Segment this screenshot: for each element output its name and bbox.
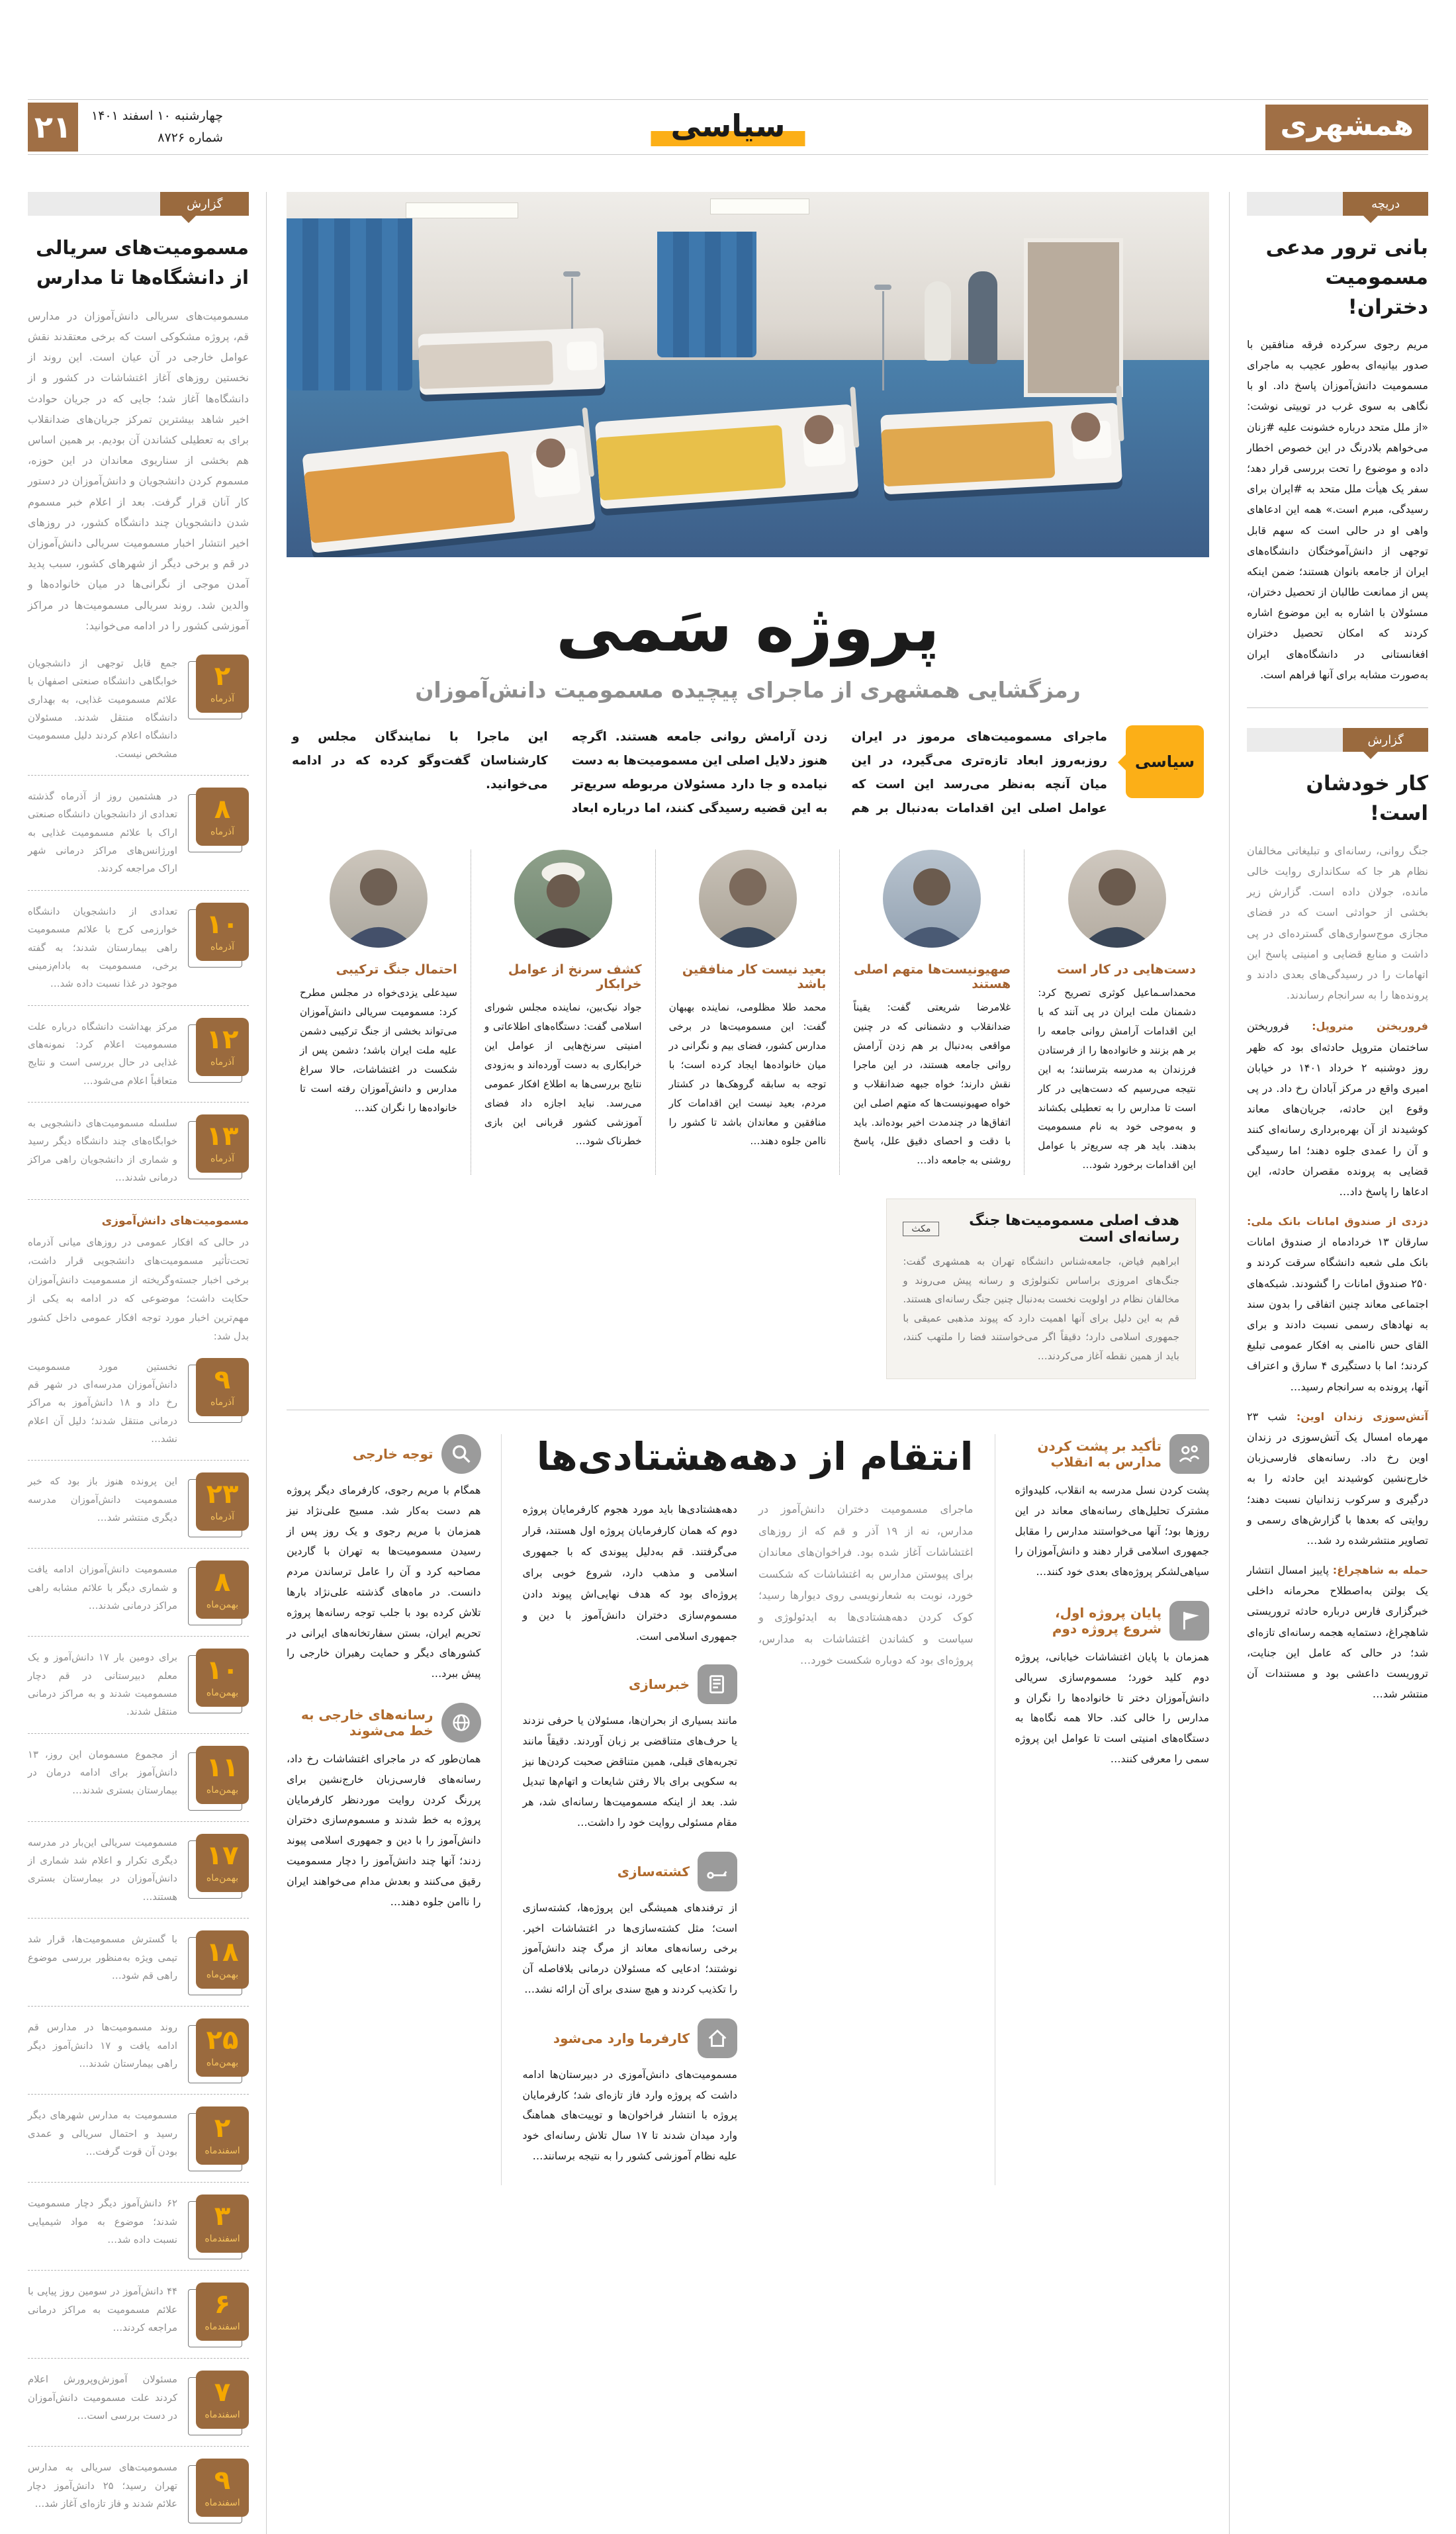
bottom-col-right [995, 1434, 1210, 2185]
right-article2-lead: جنگ روانی، رسانه‌ای و تبلیغاتی مخالفان نظام هر جا که سکانداری روایت خالی مانده، جولان داده است. گزارش زیر بخشی از حوادثی است که در فضای مجازی موج‌سواری‌های گسترده‌ای در پی داشت و منابع قضایی و امنیتی پاسخ این اتهامات را در رسیدگی‌های بعدی دادند و پرونده‌ها را به سرانجام رساندند. [1247, 844, 1428, 1002]
bottom-col-left [287, 1434, 502, 2185]
main-headline-block [287, 589, 1209, 703]
lead-block [292, 725, 1204, 821]
kicker-tab: گزارش [160, 192, 249, 216]
date-badge: ۸ آذرماه [196, 788, 249, 846]
timeline-item [28, 1006, 249, 1103]
expert-portrait-cleric [514, 850, 612, 948]
date-badge: ۲۳ آذرماه [196, 1472, 249, 1531]
expert-head: دست‌هایی در کار است [1056, 962, 1196, 977]
timeline-item [28, 891, 249, 1006]
timeline-title: مسمومیت‌های سریالی از دانشگاه‌ها تا مدارس [36, 236, 249, 289]
mini-head-label: کارفرما وارد می‌شود [553, 2030, 690, 2046]
ceiling-light [710, 199, 809, 214]
timeline-item [28, 2359, 249, 2447]
date-badge: ۷ اسفندماه [196, 2371, 249, 2429]
bottom-article [287, 1410, 1209, 2185]
pause-text: ابراهیم فیاض، جامعه‌شناس دانشگاه تهران به همشهری گفت: جنگ‌های امروزی براساس تکنولوژی و رسانه پیش می‌روند و مخالفان نظام در اولویت نخست به‌دنبال چنین جنگ رسانه‌ای هستند. قم به این دلیل برای آنها اهمیت دارد که پیوند مذهبی عمیقی با جمهوری اسلامی دارد؛ دقیقاً اگر می‌خواستند فضا را ملتهب کنند، باید از همین نقطه آغاز می‌کردند… [903, 1255, 1179, 1362]
expert-portrait [330, 850, 428, 948]
right-article1-body: مریم رجوی سرکرده فرقه منافقین با صدور بیانیه‌ای به‌طور عجیب به ماجرای مسمومیت دانش‌آموزان پاسخ داد. او با نگاهی به سوی غرب در توییتی نوشت: «از ملل متحد درباره خشونت علیه #زنان می‌خواهم بلادرنگ در این خصوص اخطار داده و موضوع را تحت بررسی قرار دهد؛ سفر یک هیأت ملل متحد به #ایران برای رسیدگی، مبرم است.» همه این ادعاهای واهی او در حالی است که سهم قابل توجهی از دانش‌آموختگان دانشگاه‌های ایران از جامعه بانوان هستند؛ ضمن اینکه پس از ممانعت طالبان از تحصیل دختران، مسئولان با اشاره به این موضوع اشاره کردند که امکان تحصیل دختران افغانستانی در دانشگاه‌های ایران به‌صورت مشابه برای آنها فراهم است. [1247, 338, 1428, 681]
date-badge: ۳ اسفندماه [196, 2195, 249, 2253]
mini-text: مانند بسیاری از بحران‌ها، مسئولان یا حرفی نزدند یا حرف‌های متناقضی بر زبان آوردند. دقیقاً مانند تجربه‌های قبلی، همین متناقض صحبت کردن‌ها نیز به سکویی برای بالا رفتن شایعات و اتهام‌ها تبدیل شد. بعد از اینکه مسمومیت‌ها رسانه‌ای شد، هر مقام مسئولی روایت خود را داشت… [522, 1714, 737, 1829]
section-text: شب ۲۳ مهرماه امسال یک آتش‌سوزی در زندان اوین رخ داد. رسانه‌های فارسی‌زبان خارج‌نشین کوشیدند این حادثه را به درگیری و سرکوب زندانیان نسبت دهند؛ روایتی که بعدها با گزارش‌های رسمی و تصاویر منتشرشده رد شد… [1247, 1410, 1428, 1547]
timeline-item [28, 2271, 249, 2359]
bottom-intro: ماجرای مسمومیت دختران دانش‌آموز در مدارس، نه از ۱۹ آذر و قم که از روزهای اغتشاشات آغاز شده بود. فراخوان‌های معاندان برای پیوستن مدارس به اغتشاشات که شکست خورد، نوبت به شعارنویسی روی دیوارها رسید؛ کوک کردن دهه‌هشتادی‌ها به ایدئولوژی و سیاست و کشاندن اغتشاشات به مدارس، پروژه‌ای بود که دوباره شکست خورد… [758, 1503, 974, 1667]
expert-head: کشف سرنخ از عوامل خرابکار [508, 962, 642, 992]
pause-title: هدف اصلی مسمومیت‌ها جنگ رسانه‌ای است [969, 1212, 1179, 1245]
mini-head-label: رسانه‌های خارجی به خط می‌شوند [300, 1706, 433, 1739]
expert-column [840, 850, 1024, 1175]
main-headline: پروژه سَمی [556, 589, 940, 666]
timeline-text: تعدادی از دانشجویان دانشگاه خوارزمی کرج با علائم مسمومیت راهی بیمارستان شدند؛ به گفته برخی، مسمومیت به بادام‌زمینی موجود در غذا نسبت داده شد… [28, 905, 177, 990]
page-info [28, 103, 223, 152]
expert-column [656, 850, 841, 1175]
mini-section [287, 1434, 481, 1684]
date-issue [91, 105, 223, 150]
content-grid [28, 192, 1428, 2534]
timeline-text: نخستین مورد مسمومیت دانش‌آموزان مدرسه‌ای در شهر قم رخ داد و ۱۸ دانش‌آموز به مراکز درمانی منتقل شدند؛ دلیل آن اعلام نشد… [28, 1361, 177, 1445]
date-badge: ۹ آذرماه [196, 1358, 249, 1416]
ceiling-light [406, 203, 518, 218]
cleric-silhouette-icon [514, 850, 612, 948]
date-badge: ۱۷ بهمن‌ماه [196, 1834, 249, 1892]
mini-text: پشت کردن نسل مدرسه به انقلاب، کلیدواژه مشترک تحلیل‌های رسانه‌های معاند در این روزها بود؛ آنها می‌خواستند مدارس را مقابل جمهوری اسلامی قرار دهند و دانش‌آموزان را سیاهی‌لشکر پروژه‌های بعدی خود کنند… [1015, 1484, 1209, 1578]
timeline-text: روند مسمومیت‌ها در مدارس قم ادامه یافت و ۱۷ دانش‌آموز دیگر راهی بیمارستان شدند… [28, 2022, 178, 2069]
date-badge: ۲۵ بهمن‌ماه [196, 2018, 249, 2077]
section-title: سیاسی [651, 108, 805, 146]
timeline-intro: مسمومیت‌های سریالی دانش‌آموزان در مدارس قم، پروژه مشکوکی است که برخی معتقدند نقش عوامل خارجی در آن عیان است. این روند از نخستین روزهای آغاز اغتشاشات در کشور و از دانشگاه‌ها آغاز شد؛ جایی که در جریان حوادث اخیر شاهد بیشترین تمرکز جریان‌های ضدانقلاب برای به تعطیلی کشاندن آن بودیم. بر همین اساس هم بخشی از سناریوی معاندان در این حوزه، مسموم کردن دانشجویان و دانش‌آموزان در دستور کار آنان قرار گرفت. بعد از اعلام خبر مسموم شدن دانشجویان چند دانشگاه کشور، در روزهای اخیر انتشار اخبار مسمومیت سریالی دانش‌آموزان در قم و برخی دیگر از شهرهای کشور، سبب پدید آمدن موجی از نگرانی‌ها در میان خانواده‌ها و والدین شد. روند سریالی مسمومیت‌ها در مراکز آموزشی کشور را در ادامه می‌خوانید: [28, 309, 249, 632]
section-text: فروریختن ساختمان متروپل حادثه‌ای بود که ظهر روز دوشنبه ۲ خرداد ۱۴۰۱ در خیابان امیری واقع در مرکز آبادان رخ داد. در پی وقوع این حادثه، جریان‌های معاند کوشیدند از آن بهره‌برداری رسانه‌ای کنند و آن را عمدی جلوه دهند؛ اما رسیدگی قضایی به پرونده مقصران حادثه، این ادعاها را پاسخ داد… [1247, 1020, 1428, 1198]
timeline-text: سلسله مسمومیت‌های دانشجویی به خوابگاه‌های چند دانشگاه دیگر رسید و شماری از دانشجویان راهی مراکز درمانی شدند… [28, 1118, 177, 1184]
expert-portrait [699, 850, 797, 948]
center-column [266, 192, 1230, 2534]
expert-column [471, 850, 656, 1175]
expert-columns [287, 850, 1209, 1379]
date-badge: ۱۰ آذرماه [196, 903, 249, 961]
person-silhouette-icon [699, 850, 797, 948]
mini-head-label: پایان پروژه اول، شروع پروژه دوم [1052, 1604, 1161, 1637]
bottom-paragraph: دهه‌هشتادی‌ها باید مورد هجوم کارفرمایان پروژه دوم که همان کارفرمایان پروژه اول هستند، قرار می‌گرفتند. قم به‌دلیل پیوندی که با جمهوری اسلامی و مذهب دارد، شروع خوبی برای پروژه‌ای بود که هدف نهایی‌اش پیوند دادن مسموم‌سازی دختران دانش‌آموز با دین و جمهوری اسلامی است. [522, 1503, 737, 1643]
expert-column [1024, 850, 1209, 1175]
expert-portrait [883, 850, 981, 948]
timeline-text: جمع قابل توجهی از دانشجویان خوابگاهی دانشگاه صنعتی اصفهان با علائم مسمومیت غذایی، به بهداری دانشگاه منتقل شدند. مسئولان دانشگاه اعلام کردند دلیل مسمومیت مشخص نیست. [28, 657, 177, 760]
left-rail [28, 192, 266, 2534]
section-text: پاییز امسال انتشار یک بولتن به‌اصطلاح محرمانه داخلی خبرگزاری فارس درباره حادثه تروریستی شاهچراغ، دستمایه هجمه رسانه‌ای تازه‌ای شد؛ در حالی که عامل این جنایت، تروریست داعشی بود و مستندات آن منتشر شد… [1247, 1564, 1428, 1701]
timeline [28, 643, 249, 2534]
timeline-text: مسمومیت دانش‌آموزان ادامه یافت و شماری دیگر با علائم مشابه راهی مراکز درمانی شدند… [28, 1564, 177, 1612]
masthead [28, 99, 1428, 155]
section-text: سارقان ۱۳ خردادماه از صندوق امانات بانک ملی شعبه دانشگاه سرقت کردند و ۲۵۰ صندوق امانات را گشودند. شبکه‌های اجتماعی معاند چنین اتفاقی را بدون سند به نهادهای رسمی نسبت دادند و برای القای حس ناامنی به افکار عمومی تبلیغ کردند؛ اما با دستگیری ۴ سارق و اعتراف آنها، پرونده به سرانجام رسید… [1247, 1236, 1428, 1393]
person-silhouette-icon [1068, 850, 1166, 948]
subhead-metropol: فروریختن متروپل: [1312, 1020, 1428, 1033]
timeline-text: این پرونده هنوز باز بود که خبر مسمومیت دانش‌آموزان مدرسه دیگری منتشر شد… [28, 1476, 177, 1524]
date-line: چهارشنبه ۱۰ اسفند ۱۴۰۱ [91, 108, 223, 123]
mini-section [523, 1664, 738, 1833]
mini-head-label: کشته‌سازی [617, 1863, 690, 1879]
date-badge: ۶ اسفندماه [196, 2283, 249, 2341]
pause-header [903, 1212, 1179, 1245]
bottom-col-middle [523, 1499, 738, 2185]
mini-section [523, 2018, 738, 2167]
lead-paragraph: ماجرای مسمومیت‌های مرموز در ایران روزبه‌روز ابعاد تازه‌تری می‌گیرد، در این میان آنچه به‌نظر می‌رسد این است که عوامل اصلی این اقدامات به‌دنبال بر هم زدن آرامش روانی جامعه هستند. اگرچه هنوز دلایل اصلی این مسمومیت‌ها به دست نیامده و جا دارد مسئولان مربوطه سریع‌تر به این قضیه رسیدگی کنند، اما درباره ابعاد این ماجرا با نمایندگان مجلس و کارشناسان گفت‌وگو کرده که در ادامه می‌خوانید. [292, 730, 1107, 816]
mini-text: همگام با مریم رجوی، کارفرمای دیگر پروژه هم دست به‌کار شد. مسیح علی‌نژاد نیز همزمان با مریم رجوی و یک روز پس از رسیدن مسمومیت‌ها به تهران با گاردین مصاحبه کرد و آن را عامل ترساندن مردم دانست. در ماه‌های گذشته علی‌نژاد بارها تلاش کرده بود با جلب توجه رسانه‌ها پروژه تحریم ایران، بستن سفارتخانه‌های ایرانی در کشورهای دیگر و حمایت رهبران خارجی را پیش ببرد… [287, 1484, 481, 1680]
timeline-item [28, 1919, 249, 2007]
right-rail [1230, 192, 1428, 2534]
mini-head-label: خبرسازی [628, 1676, 690, 1692]
timeline-item [28, 1822, 249, 1919]
timeline-text: با گسترش مسمومیت‌ها، قرار شد تیمی ویژه به‌منظور بررسی موضوع راهی قم شود… [28, 1934, 177, 1981]
section-badge: سیاسی [1126, 725, 1204, 798]
expert-head: احتمال جنگ ترکیبی [336, 962, 457, 977]
timeline-text: ۶۲ دانش‌آموز دیگر دچار مسمومیت شدند؛ موضوع به مواد شیمیایی نسبت داده شد… [28, 2198, 177, 2245]
bottom-grid [287, 1434, 1209, 2185]
date-badge: ۱۸ بهمن‌ماه [196, 1930, 249, 1989]
kicker-bar [1247, 192, 1428, 216]
timeline-text: مسئولان آموزش‌وپرورش اعلام کردند علت مسمومیت دانش‌آموزان در دست بررسی است… [28, 2374, 177, 2421]
right-article2 [1247, 707, 1428, 1704]
search-icon [441, 1434, 481, 1474]
timeline-item [28, 1346, 249, 1461]
timeline-text: مرکز بهداشت دانشگاه درباره علت مسمومیت اعلام کرد: نمونه‌های غذایی در حال بررسی است و نتایج متعاقباً اعلام می‌شود… [28, 1020, 177, 1087]
hospital-bed [418, 328, 605, 395]
date-badge: ۱۳ آذرماه [196, 1114, 249, 1173]
expert-portrait [1068, 850, 1166, 948]
subhead-bank: دزدی از صندوق امانات بانک ملی: [1247, 1215, 1428, 1228]
timeline-item [28, 1549, 249, 1637]
mini-section [1015, 1601, 1210, 1770]
pause-box [886, 1199, 1196, 1379]
timeline-mid-heading: مسمومیت‌های دانش‌آموزی [101, 1214, 249, 1228]
timeline-item [28, 2447, 249, 2534]
hospital-bed [880, 403, 1122, 495]
expert-text: سیدعلی یزدی‌خواه در مجلس مطرح کرد: مسمومیت سریالی دانش‌آموزان می‌تواند بخشی از جنگ ترکیبی دشمن علیه ملت ایران باشد؛ دشمن پس از شکست در اغتشاشات، حالا سراغ مدارس و دانش‌آموزان رفته است تا خانواده‌ها را نگران کند… [300, 987, 457, 1114]
timeline-item [28, 1461, 249, 1549]
right-article2-section [1247, 1560, 1428, 1704]
expert-column [287, 850, 471, 1175]
globe-icon [441, 1703, 481, 1742]
timeline-text: در هشتمین روز از آذرماه گذشته تعدادی از دانشجویان دانشگاه صنعتی اراک با علائم مسمومیت غذایی به اورژانس‌های مراکز درمانی شهر اراک مراجعه کردند. [28, 791, 177, 875]
expert-head: بعید نیست کار منافقین باشد [682, 962, 827, 992]
hospital-bed [302, 425, 595, 553]
timeline-item [28, 2007, 249, 2095]
subhead-shahcheragh: حمله به شاهچراغ: [1332, 1564, 1429, 1577]
news-icon [698, 1664, 737, 1704]
expert-text: غلامرضا شریعتی گفت: یقیناً ضدانقلاب و دشمنانی که در چنین مواقعی به‌دنبال بر هم زدن آرامش روانی جامعه هستند، در این ماجرا نقش دارند؛ خواه جبهه ضدانقلاب و خواه صهیونیست‌ها که متهم اصلی این اتفاق‌ها در چندمدت اخیر بوده‌اند. باید با دقت و احصای دقیق علل، پاسخ روشنی به جامعه داد… [853, 1001, 1011, 1167]
timeline-item [28, 2095, 249, 2183]
hospital-ward-photo [287, 192, 1209, 557]
right-article2-title: کار خودشان است! [1306, 772, 1428, 825]
mini-head-label: تأکید بر پشت کردن مدارس به انقلاب [1037, 1438, 1161, 1470]
iv-pole [882, 291, 884, 390]
main-subtitle: رمزگشایی همشهری از ماجرای پیچیده مسمومیت دانش‌آموزان [415, 677, 1081, 703]
date-badge: ۲ اسفندماه [196, 2106, 249, 2165]
newspaper-page [0, 99, 1456, 2534]
mini-text: همان‌طور که در ماجرای اغتشاشات رخ داد، رسانه‌های فارسی‌زبان خارج‌نشین برای پررنگ کردن روایت موردنظر کارفرمایان پروژه به خط شدند و مسموم‌سازی دختران دانش‌آموز را با دین و جمهوری اسلامی پیوند زدند؛ آنها چند دانش‌آموز را دچار مسمومیت رقیق می‌کنند و بعدش مدام می‌خواهند ایران را ناامن جلوه دهند… [287, 1752, 481, 1908]
curtain [287, 218, 412, 390]
date-badge: ۹ اسفندماه [196, 2459, 249, 2517]
right-article2-section [1247, 1406, 1428, 1551]
people-icon [1169, 1434, 1209, 1474]
timeline-item [28, 643, 249, 776]
timeline-text: مسمومیت به مدارس شهرهای دیگر رسید و احتمال سریالی و عمدی بودن آن قوت گرفت… [28, 2110, 177, 2157]
body-icon [698, 1852, 737, 1891]
mini-section [287, 1703, 481, 1912]
nurse-figure [925, 281, 951, 361]
timeline-item [28, 1734, 249, 1822]
timeline-text: برای دومین بار ۱۷ دانش‌آموز و یک معلم دبیرستانی در قم دچار مسمومیت شدند و به مراکز درمانی منتقل شدند. [28, 1652, 177, 1718]
timeline-item [28, 1103, 249, 1199]
curtain [657, 232, 756, 357]
right-article1-title: بانی ترور مدعی مسمومیت دختران! [1265, 236, 1428, 319]
person-silhouette-icon [330, 850, 428, 948]
expert-text: محمداسـماعیل کوثری تصریح کرد: دشمنان ملت ایران در پی آنند که با این اقدامات آرامش روانی جامعه را بر هم بزنند و خانواده‌ها را از فرستادن فرزندان به مدرسه بترسانند؛ به این نتیجه می‌رسیم که دست‌هایی در کار است تا مدارس را به تعطیلی بکشاند و به‌موجی خود به نام مسمومیت بدهند. باید هر چه سریع‌تر با عوامل این اقدامات برخورد شود… [1038, 987, 1196, 1171]
date-badge: ۱۰ بهمن‌ماه [196, 1649, 249, 1707]
person-figure [968, 271, 997, 364]
timeline-text: از مجموع مسمومان این روز، ۱۳ دانش‌آموز برای ادامه درمان در بیمارستان بستری شدند… [28, 1748, 177, 1797]
kicker-bar [28, 192, 249, 216]
expert-head: صهیونیست‌ها متهم اصلی هستند [853, 962, 1011, 992]
timeline-text: مسمومیت‌های سریالی به مدارس تهران رسید؛ ۲۵ دانش‌آموز دچار علائم شدند و فاز تازه‌ای آغاز شد… [28, 2462, 177, 2510]
timeline-text: ۴۴ دانش‌آموز در سومین روز پیاپی با علائم مسمومیت به مراکز درمانی مراجعه کردند… [28, 2286, 177, 2333]
mini-text: همزمان با پایان اغتشاشات خیابانی، پروژه دوم کلید خورد؛ مسموم‌سازی سریالی دانش‌آموزان دختر تا خانواده‌ها را نگران و مدارس را خالی کند. حالا همه نگاه‌ها به دستگاه‌های امنیتی است تا عوامل این پروژه سمی را معرفی کنند… [1015, 1650, 1209, 1765]
ward-door [1024, 238, 1123, 397]
mini-text: مسمومیت‌های دانش‌آموزی در دبیرستان‌ها ادامه داشت که پروژه وارد فاز تازه‌ای شد؛ کارفرمایان پروژه با انتشار فراخوان‌ها و توییت‌های هماهنگ وارد میدان شدند تا ۱۷ سال تلاش رسانه‌ای خود علیه نظام آموزشی کشور را به نتیجه برسانند… [522, 2067, 737, 2162]
person-silhouette-icon [883, 850, 981, 948]
pause-label: مکث [903, 1222, 939, 1236]
right-article2-section [1247, 1211, 1428, 1397]
right-article2-section [1247, 1016, 1428, 1202]
date-badge: ۸ بهمن‌ماه [196, 1561, 249, 1619]
page-number: ۲۱ [28, 103, 78, 152]
timeline-mid-text: در حالی که افکار عمومی در روزهای میانی آذرماه تحت‌تأثیر مسمومیت‌های دانشجویی قرار داشت، برخی اخبار جسته‌وگریخته از مسمومیت دانش‌آموزان حکایت داشت؛ موضوعی که در ادامه به یکی از مهم‌ترین اخبار مورد توجه افکار عمومی داخل کشور بدل شد: [28, 1236, 249, 1342]
timeline-item [28, 776, 249, 891]
timeline-mid-heading-block [28, 1214, 249, 1346]
flag-icon [1169, 1601, 1209, 1641]
timeline-item [28, 1637, 249, 1733]
date-badge: ۱۲ آذرماه [196, 1018, 249, 1076]
home-icon [698, 2018, 737, 2058]
mini-section [523, 1852, 738, 2000]
date-badge: ۲ آذرماه [196, 655, 249, 713]
hospital-bed [595, 404, 858, 510]
kicker-bar [1247, 728, 1428, 752]
mini-section [1015, 1434, 1210, 1582]
date-badge: ۱۱ بهمن‌ماه [196, 1746, 249, 1804]
mini-text: از ترفندهای همیشگی این پروژه‌ها، کشته‌سازی است؛ مثل کشته‌سازی‌ها در اغتشاشات اخیر. برخی رسانه‌های معاند از مرگ چند دانش‌آموز نوشتند؛ ادعایی که مسئولان درمانی بلافاصله آن را تکذیب کردند و هیچ سندی برای آن ارائه نشد… [522, 1901, 737, 1995]
issue-line: شماره ۸۷۲۶ [158, 130, 223, 145]
kicker-tab: گزارش [1343, 728, 1428, 752]
timeline-item [28, 2183, 249, 2271]
expert-text: جواد نیک‌بین، نماینده مجلس شورای اسلامی گفت: دستگاه‌های اطلاعاتی و امنیتی سرنخ‌هایی از عوامل این خرابکاری به دست آورده‌اند و به‌زودی نتایج بررسی‌ها به اطلاع افکار عمومی می‌رسد. نباید اجازه داد فضای آموزشی کشور قربانی این بازی خطرناک شود… [484, 1001, 642, 1148]
timeline-text: مسمومیت سریالی این‌بار در مدرسه دیگری تکرار و اعلام شد شماری از دانش‌آموزان در بیمارستان بستری هستند… [28, 1836, 177, 1903]
subhead-evin: آتش‌سوزی زندان اوین: [1296, 1410, 1428, 1423]
newspaper-logo: همشهری [1265, 105, 1428, 150]
mini-head-label: توجه خارجی [352, 1446, 433, 1462]
kicker-tab: دریچه [1343, 192, 1428, 216]
expert-text: محمد طلا مظلومی، نماینده بهبهان گفت: این مسمومیت‌ها در برخی مدارس کشور، فضای بیم و نگرانی در میان خانواده‌ها ایجاد کرده است؛ با توجه به سابقه گروهک‌ها در کشتار مردم، بعید نیست این اقدامات کار منافقین و معاندان باشد تا کشور را ناامن جلوه دهند… [668, 1001, 827, 1148]
bottom-col-intro [758, 1499, 974, 2185]
bottom-headline: انتقام از دهه‌هشتادی‌ها [536, 1434, 974, 1479]
